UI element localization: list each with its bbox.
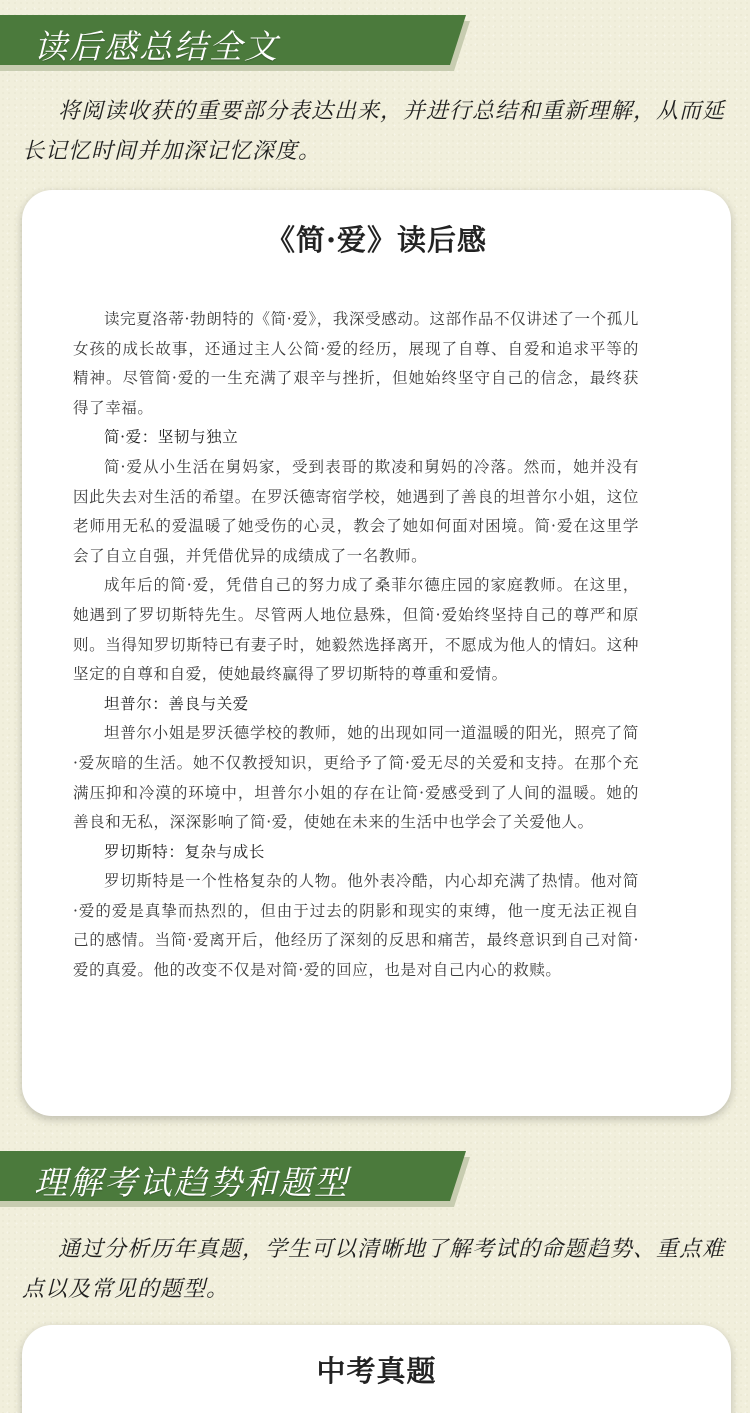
body-paragraph: 坦普尔小姐是罗沃德学校的教师，她的出现如同一道温暖的阳光，照亮了简·爱灰暗的生活。她不仅教授知识，更给予了简·爱无尽的关爱和支持。在那个充满压抑和冷漠的环境中，坦普尔小姐的存在让简·爱感受到了人间的温暖。她的善良和无私，深深影响了简·爱，使她在未来的生活中也学会了关爱他人。 bbox=[73, 724, 639, 832]
section-banner-reading bbox=[0, 15, 472, 71]
card-body bbox=[73, 305, 639, 986]
sub-heading: 简·爱：坚韧与独立 bbox=[104, 428, 239, 447]
sub-heading: 坦普尔：善良与关爱 bbox=[104, 694, 249, 713]
section-intro: 通过分析历年真题，学生可以清晰地了解考试的命题趋势、重点难点以及常见的题型。 bbox=[22, 1237, 726, 1302]
body-paragraph: 读完夏洛蒂·勃朗特的《简·爱》，我深受感动。这部作品不仅讲述了一个孤儿女孩的成长故事，还通过主人公简·爱的经历，展现了自尊、自爱和追求平等的精神。尽管简·爱的一生充满了艰辛与挫折，但她始终坚守自己的信念，最终获得了幸福。 bbox=[73, 310, 639, 417]
section-title: 理解考试趋势和题型 bbox=[34, 1163, 349, 1202]
card-title: 《简·爱》读后感 bbox=[265, 223, 488, 257]
section-title: 读后感总结全文 bbox=[34, 27, 279, 66]
sub-heading: 罗切斯特：复杂与成长 bbox=[104, 842, 266, 861]
section-banner-exam bbox=[0, 1151, 472, 1207]
body-paragraph: 罗切斯特是一个性格复杂的人物。他外表冷酷，内心却充满了热情。他对简·爱的爱是真挚而热烈的，但由于过去的阴影和现实的束缚，他一度无法正视自己的感情。当简·爱离开后，他经历了深刻的反思和痛苦，最终意识到自己对简·爱的真爱。他的改变不仅是对简·爱的回应，也是对自己内心的救赎。 bbox=[73, 872, 639, 980]
body-paragraph: 成年后的简·爱，凭借自己的努力成了桑菲尔德庄园的家庭教师。在这里，她遇到了罗切斯特先生。尽管两人地位悬殊，但简·爱始终坚持自己的尊严和原则。当得知罗切斯特已有妻子时，她毅然选择离开，不愿成为他人的情妇。这种坚定的自尊和自爱，使她最终赢得了罗切斯特的尊重和爱情。 bbox=[73, 576, 639, 684]
section-intro: 将阅读收获的重要部分表达出来，并进行总结和重新理解，从而延长记忆时间并加深记忆深度。 bbox=[22, 99, 726, 164]
card-title: 中考真题 bbox=[316, 1354, 437, 1388]
content-card bbox=[22, 1325, 731, 1413]
body-paragraph: 简·爱从小生活在舅妈家，受到表哥的欺凌和舅妈的冷落。然而，她并没有因此失去对生活的希望。在罗沃德寄宿学校，她遇到了善良的坦普尔小姐，这位老师用无私的爱温暖了她受伤的心灵，教会了她如何面对困境。简·爱在这里学会了自立自强，并凭借优异的成绩成了一名教师。 bbox=[73, 457, 639, 565]
